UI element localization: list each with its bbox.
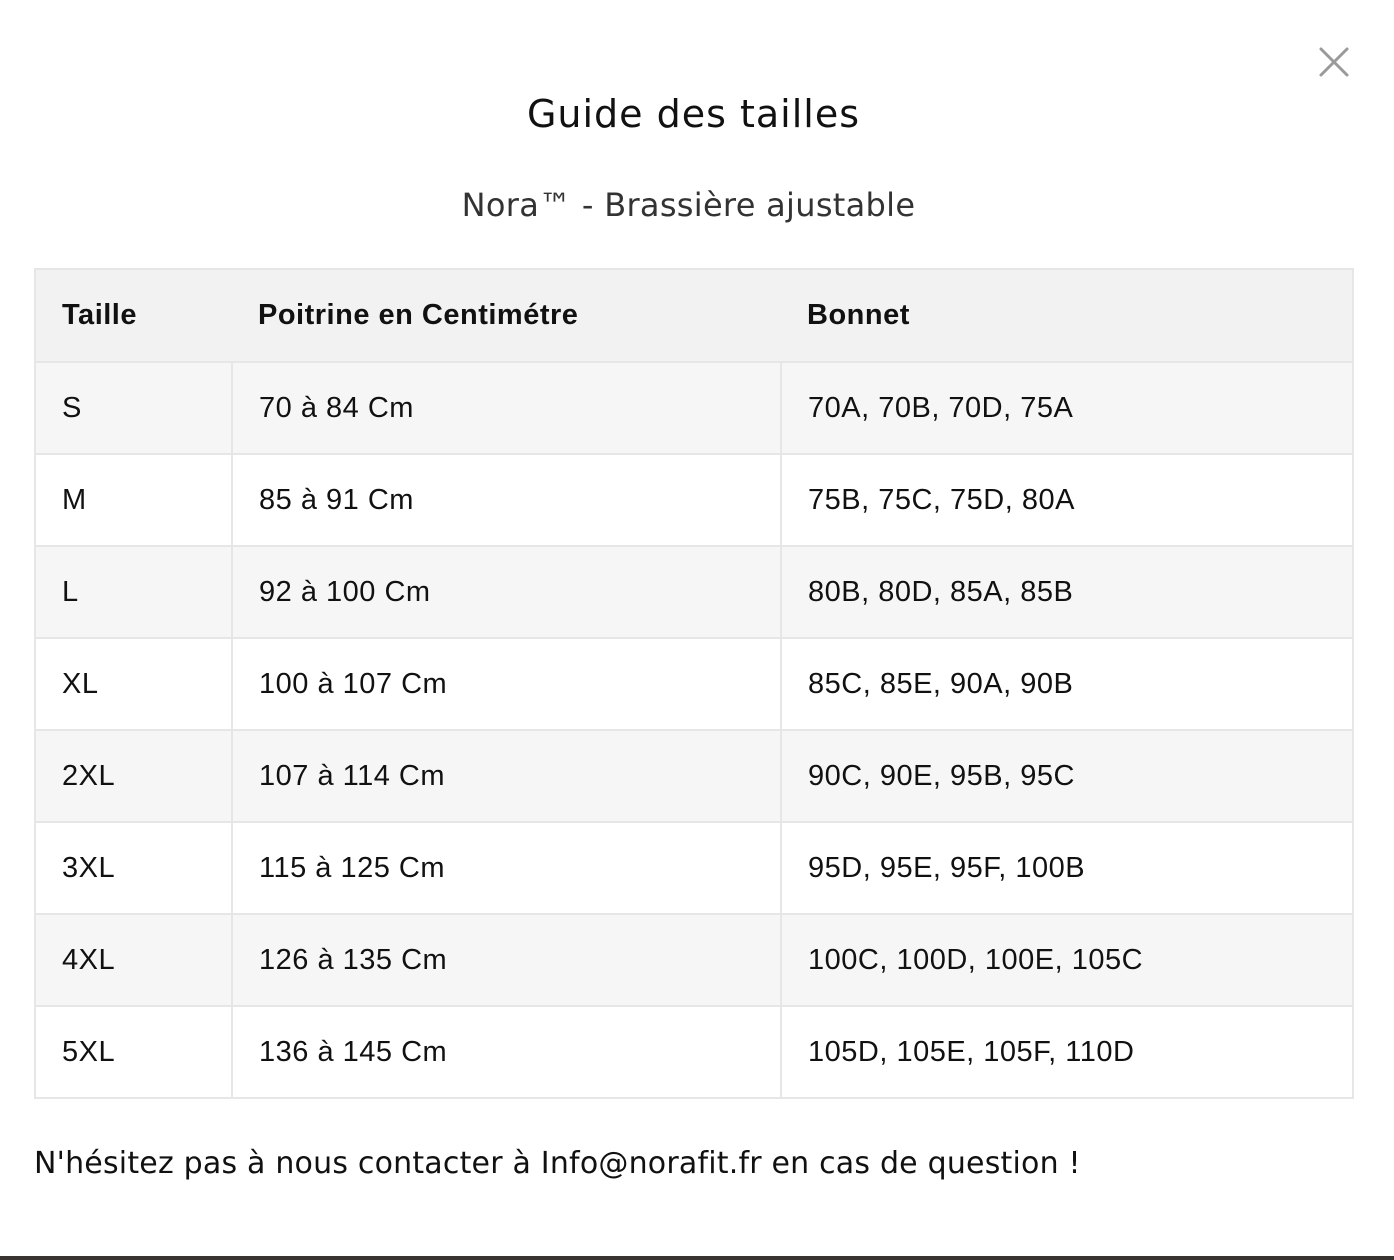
table-row (35, 454, 1353, 546)
table-row (35, 1006, 1353, 1098)
contact-note: N'hésitez pas à nous contacter à Info@norafit.fr en cas de question ! (34, 1146, 1081, 1181)
header-chest: Poitrine en Centimétre (232, 269, 781, 362)
size-table (34, 268, 1354, 1099)
header-size: Taille (35, 269, 232, 362)
cell-chest: 70 à 84 Cm (232, 362, 781, 454)
cell-cup: 75B, 75C, 75D, 80A (781, 454, 1353, 546)
table-row (35, 546, 1353, 638)
cell-chest: 115 à 125 Cm (232, 822, 781, 914)
cell-chest: 107 à 114 Cm (232, 730, 781, 822)
cell-cup: 95D, 95E, 95F, 100B (781, 822, 1353, 914)
cell-chest: 100 à 107 Cm (232, 638, 781, 730)
table-row (35, 638, 1353, 730)
close-icon (1312, 40, 1356, 84)
header-cup: Bonnet (781, 269, 1353, 362)
cell-size: M (35, 454, 232, 546)
product-subtitle: Nora™ - Brassière ajustable (461, 186, 916, 224)
cell-cup: 70A, 70B, 70D, 75A (781, 362, 1353, 454)
cell-size: 4XL (35, 914, 232, 1006)
cell-size: XL (35, 638, 232, 730)
table-row (35, 914, 1353, 1006)
cell-size: 3XL (35, 822, 232, 914)
cell-chest: 126 à 135 Cm (232, 914, 781, 1006)
cell-cup: 90C, 90E, 95B, 95C (781, 730, 1353, 822)
cell-cup: 105D, 105E, 105F, 110D (781, 1006, 1353, 1098)
cell-chest: 85 à 91 Cm (232, 454, 781, 546)
cell-size: 5XL (35, 1006, 232, 1098)
cell-size: L (35, 546, 232, 638)
cell-cup: 85C, 85E, 90A, 90B (781, 638, 1353, 730)
cell-size: S (35, 362, 232, 454)
cell-chest: 92 à 100 Cm (232, 546, 781, 638)
table-row (35, 362, 1353, 454)
cell-size: 2XL (35, 730, 232, 822)
modal-title: Guide des tailles (526, 92, 861, 136)
page-background-strip (0, 1256, 1394, 1260)
close-button[interactable] (1312, 40, 1356, 84)
cell-cup: 100C, 100D, 100E, 105C (781, 914, 1353, 1006)
cell-chest: 136 à 145 Cm (232, 1006, 781, 1098)
table-header-row (35, 269, 1353, 362)
table-row (35, 822, 1353, 914)
cell-cup: 80B, 80D, 85A, 85B (781, 546, 1353, 638)
table-row (35, 730, 1353, 822)
